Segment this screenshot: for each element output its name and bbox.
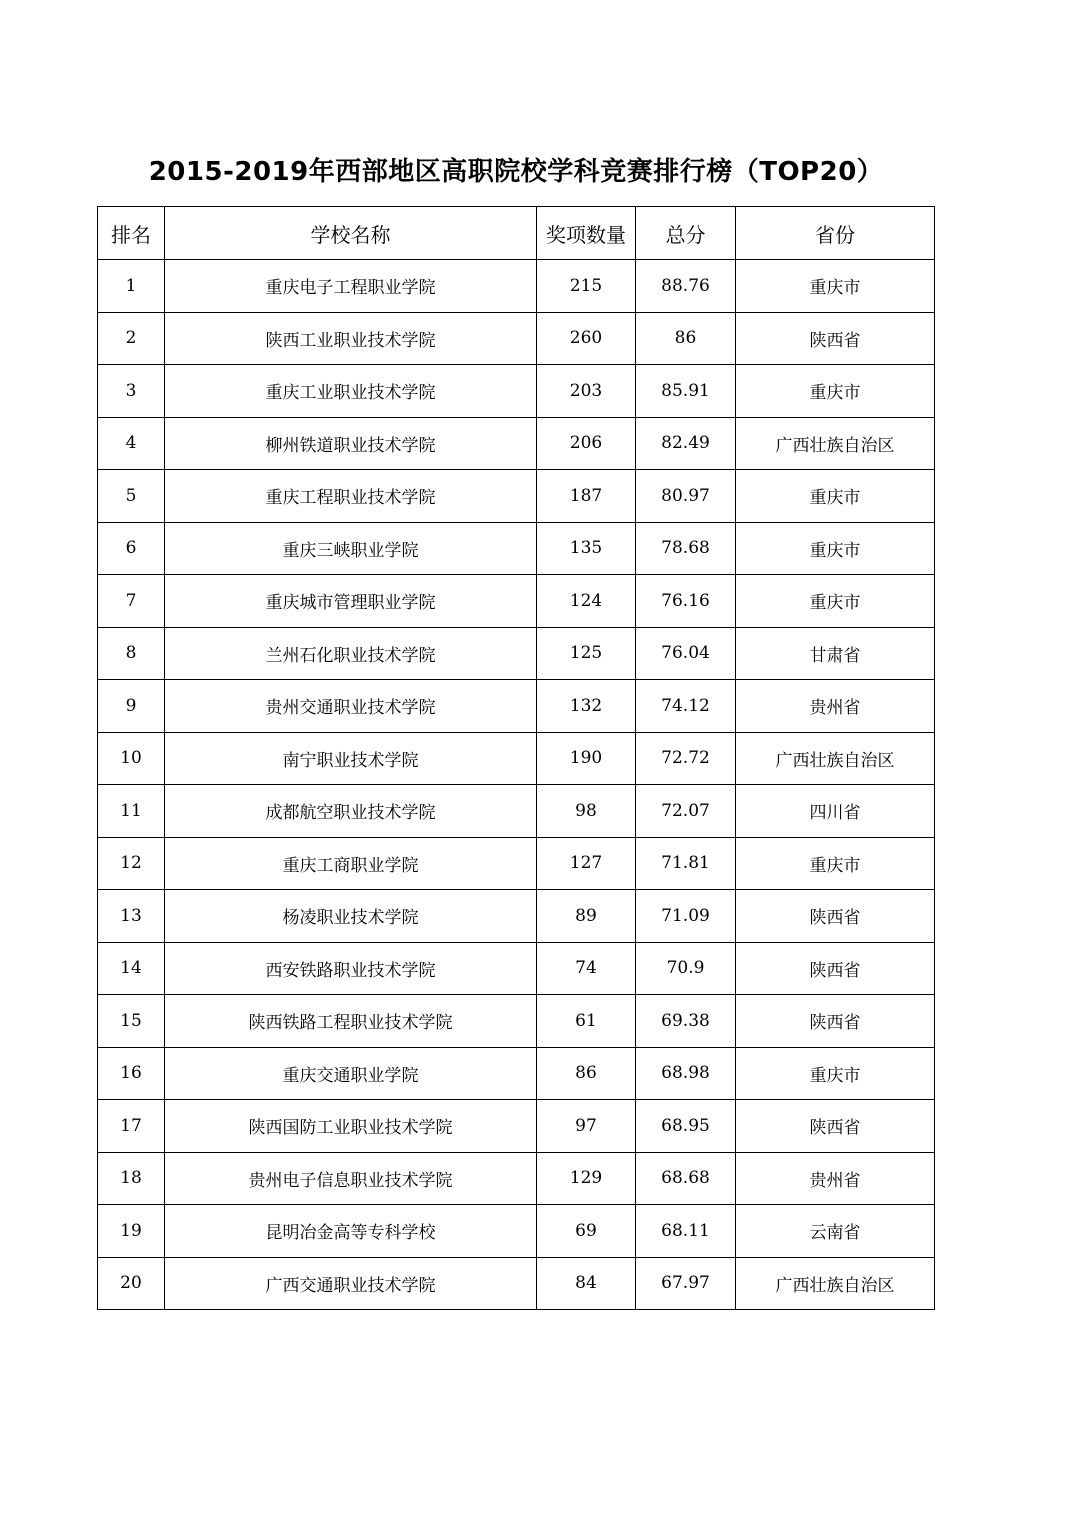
cell-school: 陕西工业职业技术学院	[165, 312, 537, 365]
cell-rank: 13	[98, 890, 165, 943]
cell-school: 重庆工业职业技术学院	[165, 365, 537, 418]
ranking-table	[97, 206, 935, 1310]
table-row	[98, 627, 935, 680]
table-row	[98, 312, 935, 365]
cell-rank: 20	[98, 1257, 165, 1310]
table-row	[98, 522, 935, 575]
cell-school: 昆明冶金高等专科学校	[165, 1205, 537, 1258]
cell-school: 西安铁路职业技术学院	[165, 942, 537, 995]
cell-rank: 17	[98, 1100, 165, 1153]
cell-school: 贵州交通职业技术学院	[165, 680, 537, 733]
cell-rank: 18	[98, 1152, 165, 1205]
cell-province: 重庆市	[736, 1047, 935, 1100]
cell-school: 杨凌职业技术学院	[165, 890, 537, 943]
header-school: 学校名称	[165, 207, 537, 260]
cell-score: 88.76	[636, 260, 736, 313]
table-body	[98, 260, 935, 1310]
table-row	[98, 680, 935, 733]
cell-score: 76.04	[636, 627, 736, 680]
cell-province: 重庆市	[736, 575, 935, 628]
table-row	[98, 995, 935, 1048]
cell-rank: 15	[98, 995, 165, 1048]
cell-awards: 129	[537, 1152, 636, 1205]
cell-score: 72.07	[636, 785, 736, 838]
cell-province: 云南省	[736, 1205, 935, 1258]
cell-rank: 7	[98, 575, 165, 628]
cell-school: 贵州电子信息职业技术学院	[165, 1152, 537, 1205]
cell-province: 广西壮族自治区	[736, 732, 935, 785]
cell-score: 86	[636, 312, 736, 365]
cell-awards: 98	[537, 785, 636, 838]
header-province: 省份	[736, 207, 935, 260]
cell-score: 71.09	[636, 890, 736, 943]
cell-score: 70.9	[636, 942, 736, 995]
cell-score: 78.68	[636, 522, 736, 575]
table-row	[98, 1047, 935, 1100]
cell-awards: 127	[537, 837, 636, 890]
table-row	[98, 837, 935, 890]
cell-score: 68.95	[636, 1100, 736, 1153]
table-row	[98, 1257, 935, 1310]
cell-score: 80.97	[636, 470, 736, 523]
cell-awards: 84	[537, 1257, 636, 1310]
cell-rank: 2	[98, 312, 165, 365]
cell-awards: 215	[537, 260, 636, 313]
cell-province: 重庆市	[736, 365, 935, 418]
cell-province: 贵州省	[736, 680, 935, 733]
table-row	[98, 785, 935, 838]
cell-province: 广西壮族自治区	[736, 417, 935, 470]
cell-score: 68.11	[636, 1205, 736, 1258]
cell-rank: 16	[98, 1047, 165, 1100]
cell-score: 68.98	[636, 1047, 736, 1100]
table-row	[98, 1152, 935, 1205]
cell-province: 陕西省	[736, 995, 935, 1048]
header-awards: 奖项数量	[537, 207, 636, 260]
cell-province: 四川省	[736, 785, 935, 838]
cell-score: 71.81	[636, 837, 736, 890]
cell-school: 陕西铁路工程职业技术学院	[165, 995, 537, 1048]
cell-school: 柳州铁道职业技术学院	[165, 417, 537, 470]
header-rank: 排名	[98, 207, 165, 260]
cell-rank: 4	[98, 417, 165, 470]
cell-awards: 86	[537, 1047, 636, 1100]
cell-province: 甘肃省	[736, 627, 935, 680]
cell-school: 重庆工程职业技术学院	[165, 470, 537, 523]
cell-awards: 125	[537, 627, 636, 680]
table-row	[98, 260, 935, 313]
table-row	[98, 365, 935, 418]
cell-awards: 69	[537, 1205, 636, 1258]
cell-school: 重庆交通职业学院	[165, 1047, 537, 1100]
cell-awards: 74	[537, 942, 636, 995]
cell-rank: 9	[98, 680, 165, 733]
cell-province: 陕西省	[736, 1100, 935, 1153]
cell-rank: 19	[98, 1205, 165, 1258]
cell-school: 重庆三峡职业学院	[165, 522, 537, 575]
cell-awards: 190	[537, 732, 636, 785]
cell-awards: 187	[537, 470, 636, 523]
cell-province: 广西壮族自治区	[736, 1257, 935, 1310]
cell-awards: 124	[537, 575, 636, 628]
header-score: 总分	[636, 207, 736, 260]
table-row	[98, 575, 935, 628]
cell-province: 重庆市	[736, 522, 935, 575]
cell-province: 陕西省	[736, 890, 935, 943]
cell-score: 69.38	[636, 995, 736, 1048]
cell-school: 南宁职业技术学院	[165, 732, 537, 785]
cell-score: 74.12	[636, 680, 736, 733]
cell-school: 陕西国防工业职业技术学院	[165, 1100, 537, 1153]
table-header-row	[98, 207, 935, 260]
cell-awards: 89	[537, 890, 636, 943]
cell-score: 67.97	[636, 1257, 736, 1310]
cell-province: 重庆市	[736, 470, 935, 523]
table-row	[98, 1205, 935, 1258]
cell-school: 兰州石化职业技术学院	[165, 627, 537, 680]
cell-score: 72.72	[636, 732, 736, 785]
cell-rank: 14	[98, 942, 165, 995]
cell-awards: 97	[537, 1100, 636, 1153]
cell-awards: 260	[537, 312, 636, 365]
cell-rank: 1	[98, 260, 165, 313]
table-row	[98, 417, 935, 470]
cell-province: 陕西省	[736, 942, 935, 995]
cell-rank: 6	[98, 522, 165, 575]
cell-province: 重庆市	[736, 260, 935, 313]
cell-awards: 61	[537, 995, 636, 1048]
page-title: 2015-2019年西部地区高职院校学科竞赛排行榜（TOP20）	[148, 157, 884, 187]
cell-province: 陕西省	[736, 312, 935, 365]
cell-awards: 203	[537, 365, 636, 418]
cell-rank: 5	[98, 470, 165, 523]
cell-school: 重庆工商职业学院	[165, 837, 537, 890]
cell-awards: 132	[537, 680, 636, 733]
table-row	[98, 732, 935, 785]
cell-rank: 8	[98, 627, 165, 680]
cell-school: 重庆城市管理职业学院	[165, 575, 537, 628]
cell-school: 成都航空职业技术学院	[165, 785, 537, 838]
cell-awards: 135	[537, 522, 636, 575]
cell-score: 68.68	[636, 1152, 736, 1205]
cell-province: 重庆市	[736, 837, 935, 890]
table-row	[98, 470, 935, 523]
cell-province: 贵州省	[736, 1152, 935, 1205]
cell-rank: 3	[98, 365, 165, 418]
table-row	[98, 890, 935, 943]
cell-awards: 206	[537, 417, 636, 470]
cell-rank: 10	[98, 732, 165, 785]
cell-rank: 12	[98, 837, 165, 890]
cell-score: 85.91	[636, 365, 736, 418]
cell-rank: 11	[98, 785, 165, 838]
table-row	[98, 942, 935, 995]
cell-school: 广西交通职业技术学院	[165, 1257, 537, 1310]
table-row	[98, 1100, 935, 1153]
cell-score: 76.16	[636, 575, 736, 628]
cell-score: 82.49	[636, 417, 736, 470]
cell-school: 重庆电子工程职业学院	[165, 260, 537, 313]
